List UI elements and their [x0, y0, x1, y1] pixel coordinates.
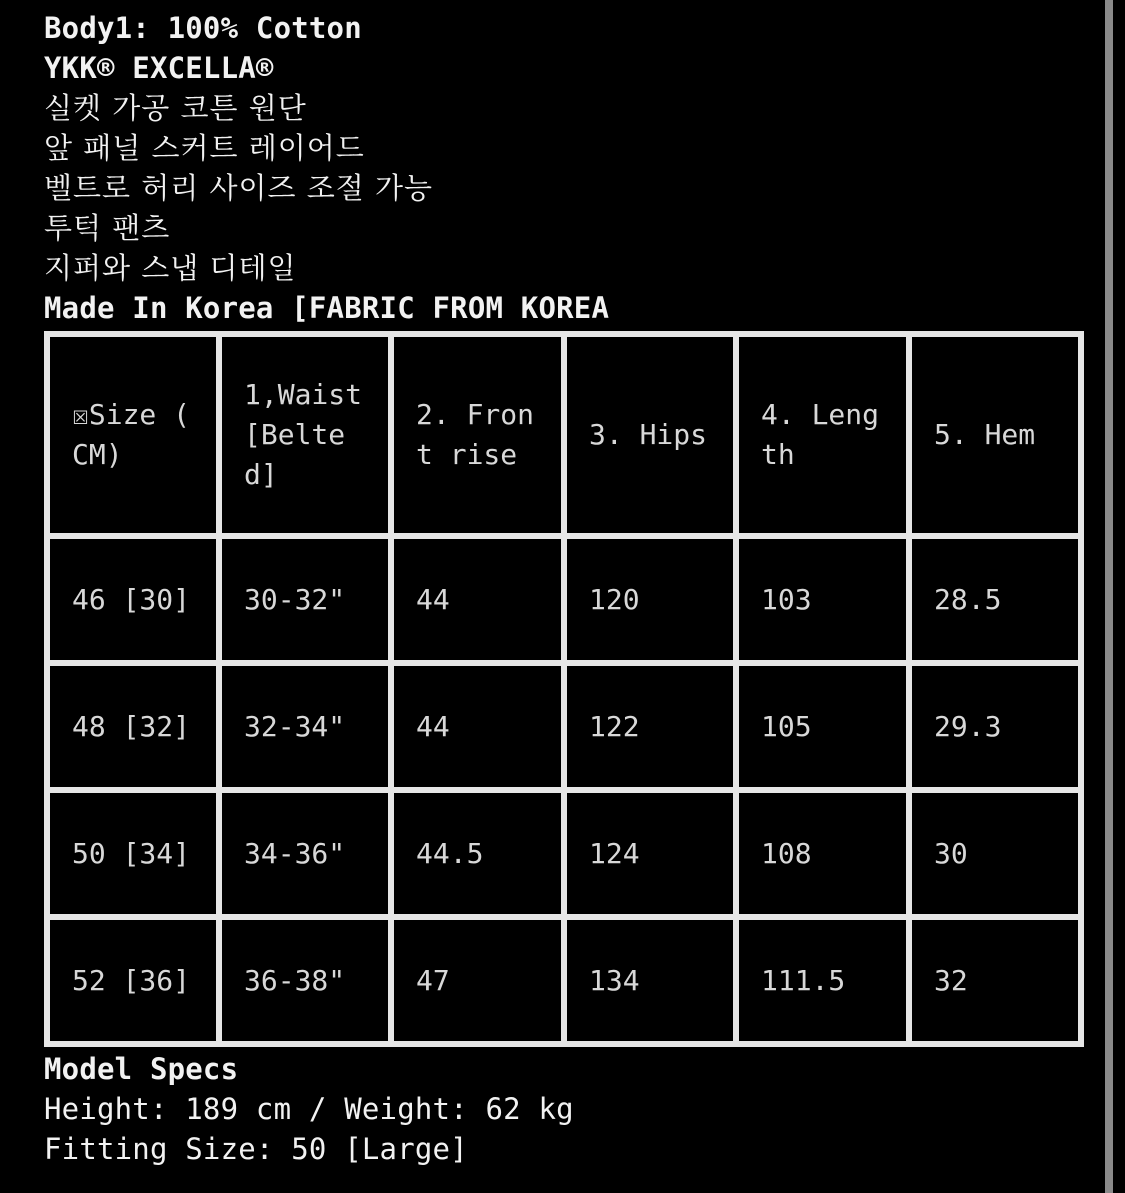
feature-line-3: 벨트로 허리 사이즈 조절 가능: [44, 171, 434, 205]
cell-length: 103: [736, 536, 909, 663]
model-specs: [44, 1049, 1084, 1169]
cell-size: 48 [32]: [47, 663, 219, 790]
cell-waist: 30-32": [219, 536, 391, 663]
header-waist: 1,Waist [Belted]: [219, 334, 391, 536]
cell-waist: 32-34": [219, 663, 391, 790]
cell-hem: 30: [909, 790, 1081, 917]
feature-line-5: 지퍼와 스냅 디테일: [44, 251, 297, 285]
size-table: [44, 331, 1084, 1047]
feature-line-4: 투턱 팬츠: [44, 211, 171, 245]
cell-waist: 36-38": [219, 917, 391, 1044]
cell-hips: 122: [564, 663, 736, 790]
table-row: [47, 663, 1081, 790]
table-row: [47, 790, 1081, 917]
cell-length: 111.5: [736, 917, 909, 1044]
table-row: [47, 917, 1081, 1044]
model-specs-title: Model Specs: [44, 1052, 239, 1086]
cell-hem: 29.3: [909, 663, 1081, 790]
cell-size: 50 [34]: [47, 790, 219, 917]
scrollbar[interactable]: [1105, 0, 1113, 1193]
origin-line: Made In Korea [FABRIC FROM KOREA: [44, 291, 610, 325]
cell-hem: 28.5: [909, 536, 1081, 663]
size-table-header-row: [47, 334, 1081, 536]
header-size: ☒Size ( CM): [47, 334, 219, 536]
feature-line-2: 앞 패널 스커트 레이어드: [44, 131, 365, 165]
cell-hips: 134: [564, 917, 736, 1044]
product-description: [44, 8, 1084, 1169]
model-fitting-size: Fitting Size: 50 [Large]: [44, 1132, 468, 1166]
cell-front-rise: 44: [391, 663, 564, 790]
zipper-brand: YKK® EXCELLA®: [44, 51, 274, 85]
cell-length: 108: [736, 790, 909, 917]
cell-size: 52 [36]: [47, 917, 219, 1044]
fabric-composition: Body1: 100% Cotton: [44, 11, 362, 45]
feature-line-1: 실켓 가공 코튼 원단: [44, 91, 307, 125]
cell-front-rise: 44: [391, 536, 564, 663]
cell-length: 105: [736, 663, 909, 790]
header-length: 4. Length: [736, 334, 909, 536]
cell-front-rise: 47: [391, 917, 564, 1044]
header-hips: 3. Hips: [564, 334, 736, 536]
model-measurements: Height: 189 cm / Weight: 62 kg: [44, 1092, 574, 1126]
header-hem: 5. Hem: [909, 334, 1081, 536]
cell-size: 46 [30]: [47, 536, 219, 663]
cell-hips: 120: [564, 536, 736, 663]
cell-front-rise: 44.5: [391, 790, 564, 917]
header-front-rise: 2. Front rise: [391, 334, 564, 536]
table-row: [47, 536, 1081, 663]
cell-waist: 34-36": [219, 790, 391, 917]
cell-hem: 32: [909, 917, 1081, 1044]
cell-hips: 124: [564, 790, 736, 917]
